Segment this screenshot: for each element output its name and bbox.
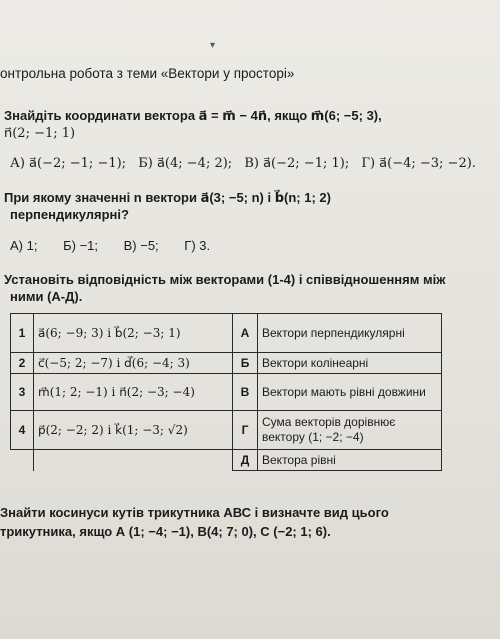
q1-option-c: В) a⃗(−2; −1; 1);: [244, 156, 350, 171]
q2-text-line1: При якому значенні n вектори a⃗(3; −5; n) і b⃗(n; 1; 2): [4, 190, 331, 205]
vector-pair: c⃗(−5; 2; −7) і d⃗(6; −4; 3): [34, 353, 233, 374]
relation-description: Вектора рівні: [258, 450, 442, 471]
vector-pair: m⃗(1; 2; −1) і n⃗(2; −3; −4): [34, 374, 233, 411]
q1-text-line2: n⃗(2; −1; 1): [4, 126, 76, 141]
row-number: 4: [11, 411, 34, 450]
q2-option-d: Г) 3.: [184, 238, 211, 253]
header-mark: ▾: [210, 40, 216, 51]
relation-description: Вектори колінеарні: [258, 353, 442, 374]
q2-text-line2: перпендикулярні?: [10, 207, 129, 222]
row-number: 2: [11, 353, 34, 374]
relation-description: Вектори мають рівні довжини: [258, 374, 442, 411]
q3-text-line1: Установіть відповідність між векторами (1-4) і співвідношенням між: [4, 272, 446, 287]
q1-option-b: Б) a⃗(4; −4; 2);: [138, 156, 233, 171]
q3-text-line2: ними (А-Д).: [10, 289, 83, 304]
q1-options: [10, 156, 484, 171]
q2-option-c: В) −5;: [123, 238, 159, 253]
table-row: [11, 353, 442, 374]
answer-letter: А: [233, 314, 258, 353]
q2-option-b: Б) −1;: [63, 238, 98, 253]
table-row: [11, 411, 442, 450]
relation-description: Сума векторів дорівнює вектору (1; −2; −4): [258, 411, 442, 450]
q4-text-line1: Знайти косинуси кутів трикутника АВС і визначте вид цього: [0, 505, 389, 520]
answer-letter: В: [233, 374, 258, 411]
q4-text-line2: трикутника, якщо А (1; −4; −1), В(4; 7; 0), С (−2; 1; 6).: [0, 524, 331, 539]
answer-letter: Б: [233, 353, 258, 374]
q2-options: [10, 238, 232, 253]
worksheet-title: онтрольна робота з теми «Вектори у просторі»: [0, 66, 295, 81]
table-row: [11, 450, 442, 471]
table-row: [11, 314, 442, 353]
vector-pair: a⃗(6; −9; 3) і b⃗(2; −3; 1): [34, 314, 233, 353]
relation-description: Вектори перпендикулярні: [258, 314, 442, 353]
q2-option-a: А) 1;: [10, 238, 38, 253]
matching-table: [10, 313, 442, 471]
q1-text-line1: Знайдіть координати вектора a⃗ = m⃗ − 4n⃗, якщо m⃗(6; −5; 3),: [4, 108, 382, 123]
vector-pair: p⃗(2; −2; 2) і k⃗(1; −3; √2): [34, 411, 233, 450]
answer-letter: Г: [233, 411, 258, 450]
table-row: [11, 374, 442, 411]
vector-pair: [34, 450, 233, 471]
q1-option-a: А) a⃗(−2; −1; −1);: [10, 156, 127, 171]
row-number: 3: [11, 374, 34, 411]
row-number: 1: [11, 314, 34, 353]
answer-letter: Д: [233, 450, 258, 471]
q1-option-d: Г) a⃗(−4; −3; −2).: [361, 156, 476, 171]
row-number: [11, 450, 34, 471]
